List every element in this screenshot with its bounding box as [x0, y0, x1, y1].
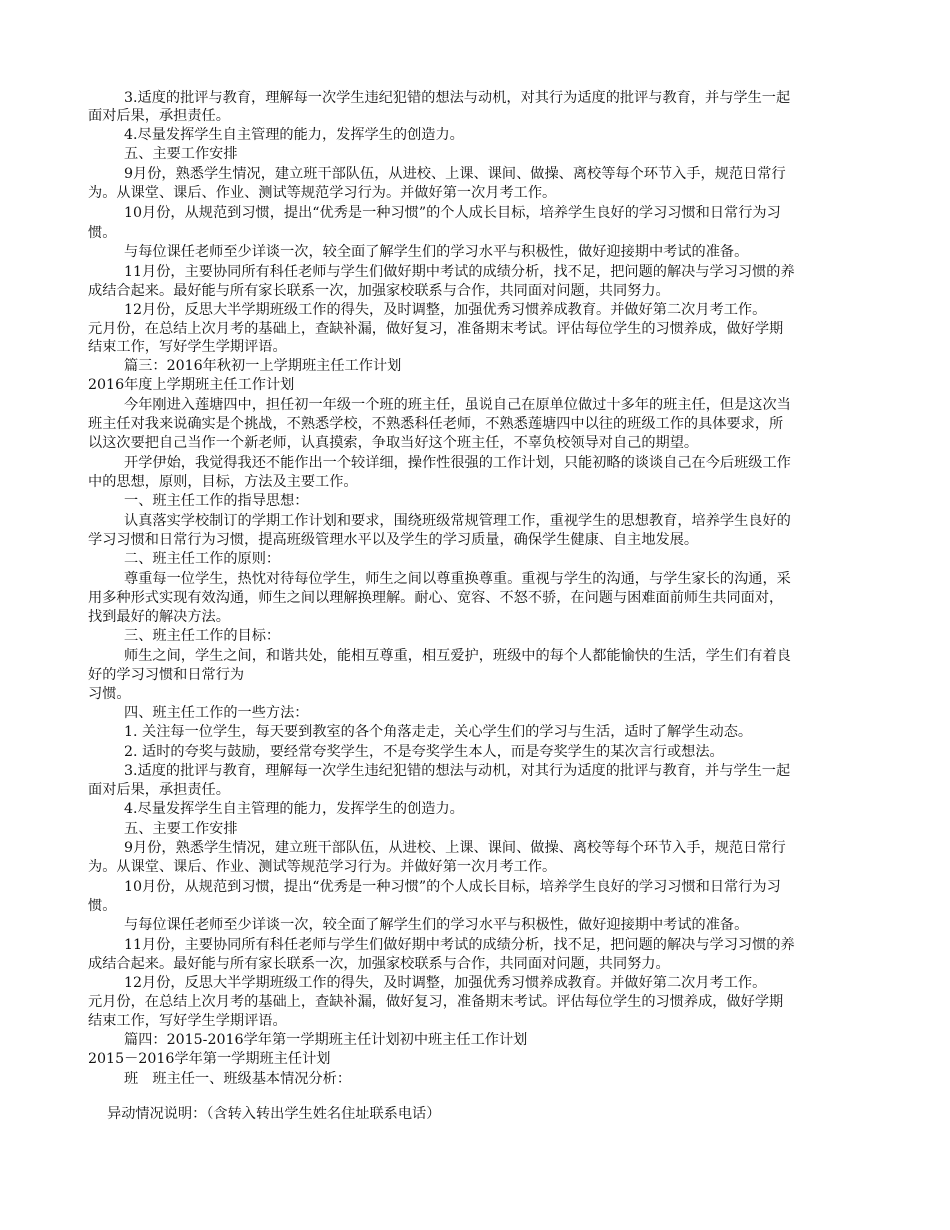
section-heading: 四、班主任工作的一些方法：: [124, 705, 309, 721]
list-item: 2. 适时的夸奖与鼓励，要经常夸奖学生，不是夸奖学生本人，而是夸奖学生的某次言行或想法。: [124, 744, 724, 760]
paragraph-line: 4.尽量发挥学生自主管理的能力，发挥学生的创造力。: [124, 127, 464, 143]
paragraph-line: 以这次要把自己当作一个新老师，认真摸索，争取当好这个班主任，不辜负校领导对自己的期望。: [88, 435, 699, 451]
paragraph-line: 中的思想，原则，目标，方法及主要工作。: [88, 474, 358, 490]
section-heading: 五、主要工作安排: [124, 821, 238, 837]
paragraph-line: 找到最好的解决方法。: [88, 609, 230, 625]
note-line: 异动情况说明：（含转入转出学生姓名住址联系电话）: [107, 1106, 441, 1122]
paragraph-line: 面对后果，承担责任。: [88, 782, 230, 798]
paragraph-line: 与每位课任老师至少详谈一次，较全面了解学生们的学习水平与积极性，做好迎接期中考试的准备。: [124, 917, 749, 933]
paragraph-line: 11月份，主要协同所有科任老师与学生们做好期中考试的成绩分析，找不足，把问题的解决与学习习惯的养: [124, 937, 795, 953]
paragraph-line: 结束工作，写好学生学期评语。: [88, 339, 287, 355]
list-item: 4.尽量发挥学生自主管理的能力，发挥学生的创造力。: [124, 801, 464, 817]
paragraph-line: 10月份，从规范到习惯，提出“优秀是一种习惯”的个人成长目标，培养学生良好的学习习惯和日常行为习: [124, 879, 781, 895]
table-caption: 班 班主任一、班级基本情况分析：: [124, 1071, 352, 1087]
paragraph-line: 元月份，在总结上次月考的基础上，查缺补漏，做好复习，准备期末考试。评估每位学生的习惯养成，做好学期: [88, 994, 784, 1010]
paragraph-line: 师生之间，学生之间，和谐共处，能相互尊重，相互爱护，班级中的每个人都能愉快的生活，学生们有着良: [124, 648, 791, 664]
paragraph-line: 11月份，主要协同所有科任老师与学生们做好期中考试的成绩分析，找不足，把问题的解决与学习习惯的养: [124, 264, 795, 280]
paragraph-line: 用多种形式实现有效沟通，师生之间以理解换理解。耐心、宽容、不怒不骄，在问题与困难面前师生共同面对，: [88, 590, 784, 606]
paragraph-line: 12月份，反思大半学期班级工作的得失，及时调整，加强优秀习惯养成教育。并做好第二次月考工作。: [124, 302, 767, 318]
paragraph-line: 为。从课堂、课后、作业、测试等规范学习行为。并做好第一次月考工作。: [88, 185, 557, 201]
paragraph-line: 好的学习习惯和日常行为: [88, 667, 245, 683]
section-heading: 五、主要工作安排: [124, 146, 238, 162]
paragraph-line: 9月份，熟悉学生情况，建立班干部队伍，从进校、上课、课间、做操、离校等每个环节入手，规范日常行: [124, 840, 786, 856]
paragraph-line: 习惯。: [88, 686, 131, 702]
section-heading: 二、班主任工作的原则：: [124, 551, 281, 567]
paragraph-line: 9月份，熟悉学生情况，建立班干部队伍，从进校、上课、课间、做操、离校等每个环节入手，规范日常行: [124, 166, 786, 182]
paragraph-line: 惯。: [88, 225, 117, 241]
paragraph-line: 为。从课堂、课后、作业、测试等规范学习行为。并做好第一次月考工作。: [88, 859, 557, 875]
paragraph-line: 3.适度的批评与教育，理解每一次学生违纪犯错的想法与动机，对其行为适度的批评与教育，并与学生一起: [124, 90, 791, 106]
paragraph-line: 与每位课任老师至少详谈一次，较全面了解学生们的学习水平与积极性，做好迎接期中考试的准备。: [124, 244, 749, 260]
paragraph-line: 面对后果，承担责任。: [88, 108, 230, 124]
paragraph-line: 班主任对我来说确实是个挑战，不熟悉学校，不熟悉科任老师，不熟悉莲塘四中以往的班级工作的具体要求，所: [88, 416, 784, 432]
paragraph-line: 认真落实学校制订的学期工作计划和要求，围绕班级常规管理工作，重视学生的思想教育，培养学生良好的: [124, 513, 791, 529]
paragraph-line: 12月份，反思大半学期班级工作的得失，及时调整，加强优秀习惯养成教育。并做好第二次月考工作。: [124, 975, 767, 991]
section-heading: 三、班主任工作的目标：: [124, 628, 281, 644]
paragraph-line: 10月份，从规范到习惯，提出“优秀是一种习惯”的个人成长目标，培养学生良好的学习习惯和日常行为习: [124, 205, 781, 221]
document-title: 2015－2016学年第一学期班主任计划: [88, 1051, 331, 1067]
list-item: 3.适度的批评与教育，理解每一次学生违纪犯错的想法与动机，对其行为适度的批评与教育，并与学生一起: [124, 763, 791, 779]
section-heading: 一、班主任工作的指导思想：: [124, 493, 309, 509]
list-item: 1. 关注每一位学生，每天要到教室的各个角落走走，关心学生们的学习与生活，适时了解学生动态。: [124, 724, 753, 740]
paragraph-line: 今年刚进入莲塘四中，担任初一年级一个班的班主任，虽说自己在原单位做过十多年的班主任，但是这次当: [124, 397, 791, 413]
paragraph-line: 成结合起来。最好能与所有家长联系一次，加强家校联系与合作，共同面对问题，共同努力。: [88, 283, 670, 299]
section-title: 篇三：2016年秋初一上学期班主任工作计划: [124, 358, 402, 374]
document-title: 2016年度上学期班主任工作计划: [88, 377, 295, 393]
paragraph-line: 元月份，在总结上次月考的基础上，查缺补漏，做好复习，准备期末考试。评估每位学生的习惯养成，做好学期: [88, 321, 784, 337]
paragraph-line: 成结合起来。最好能与所有家长联系一次，加强家校联系与合作，共同面对问题，共同努力。: [88, 956, 670, 972]
section-title: 篇四：2015-2016学年第一学期班主任计划初中班主任工作计划: [124, 1032, 528, 1048]
paragraph-line: 惯。: [88, 898, 117, 914]
paragraph-line: 结束工作，写好学生学期评语。: [88, 1013, 287, 1029]
paragraph-line: 开学伊始，我觉得我还不能作出一个较详细，操作性很强的工作计划，只能初略的谈谈自己在今后班级工作: [124, 455, 791, 471]
paragraph-line: 学习习惯和日常行为习惯，提高班级管理水平以及学生的学习质量，确保学生健康、自主地发展。: [88, 532, 699, 548]
paragraph-line: 尊重每一位学生，热忱对待每位学生，师生之间以尊重换尊重。重视与学生的沟通，与学生家长的沟通，采: [124, 571, 791, 587]
